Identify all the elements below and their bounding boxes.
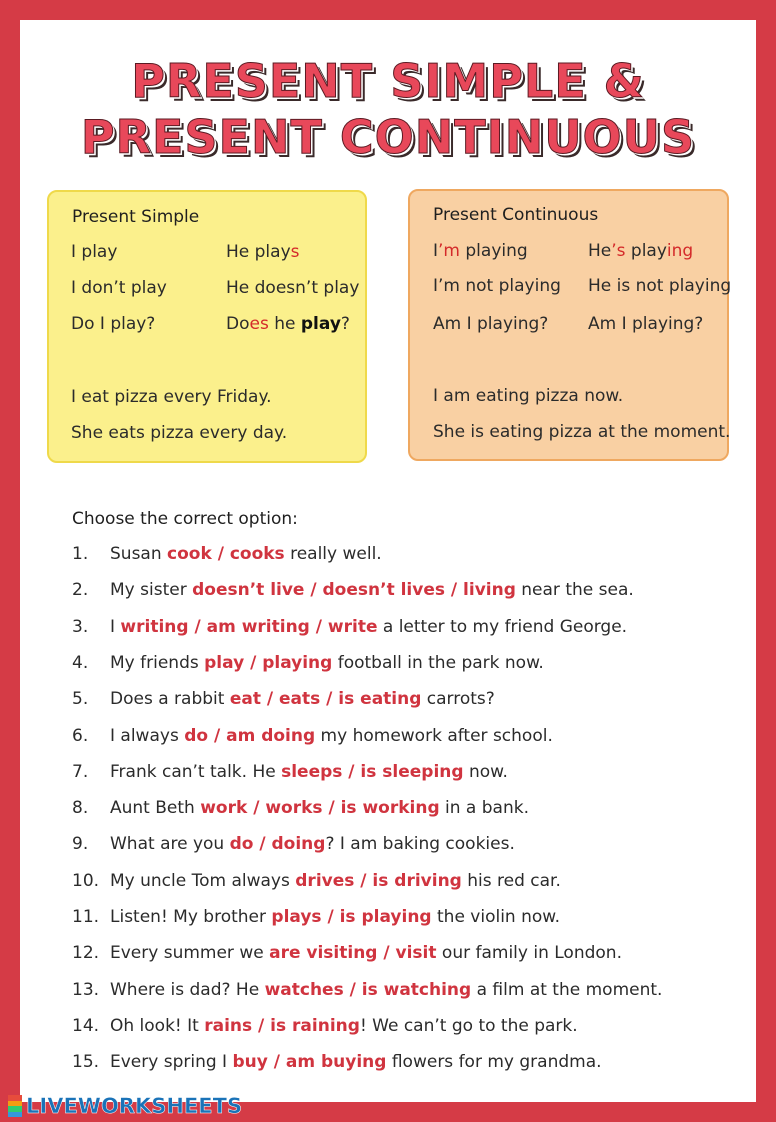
- present-continuous-form-3-subject-he: [588, 314, 703, 334]
- sentence-text: Listen! My brother: [110, 907, 272, 927]
- answer-options[interactable]: writing / am writing / write: [120, 617, 378, 637]
- answer-options[interactable]: plays / is playing: [271, 907, 432, 927]
- sentence-text: Does a rabbit: [110, 689, 230, 709]
- exercise-item-number: 15.: [72, 1052, 100, 1072]
- sentence-text: I always: [110, 726, 185, 746]
- sentence-text: My friends: [110, 653, 205, 673]
- logo-color-stripe: [8, 1112, 22, 1118]
- exercise-item: [72, 1016, 578, 1036]
- exercise-item-number: 14.: [72, 1016, 100, 1036]
- answer-options[interactable]: cook / cooks: [167, 544, 285, 564]
- exercise-item-number: 4.: [72, 653, 89, 673]
- text-segment: He: [588, 241, 612, 261]
- exercise-item: [72, 580, 634, 600]
- text-segment: playing: [459, 241, 528, 261]
- exercise-item: [72, 762, 508, 782]
- present-continuous-form-1-subject-he: [588, 241, 693, 261]
- exercise-item: [72, 617, 627, 637]
- present-simple-form-1-subject-i: [71, 242, 117, 262]
- answer-options[interactable]: eat / eats / is eating: [229, 689, 422, 709]
- sentence-text: Every summer we: [110, 943, 270, 963]
- sentence-text: My sister: [110, 580, 193, 600]
- text-segment: ing: [666, 241, 694, 261]
- answer-options[interactable]: play / playing: [204, 653, 333, 673]
- text-segment: Am I playing?: [433, 314, 549, 334]
- answer-options[interactable]: drives / is driving: [295, 871, 462, 891]
- exercise-item: [72, 653, 544, 673]
- sentence-text: in a bank.: [439, 798, 529, 818]
- present-simple-form-1-subject-he: [226, 242, 300, 262]
- text-segment: I: [433, 241, 439, 261]
- sentence-text: Susan: [110, 544, 168, 564]
- exercise-item-number: 3.: [72, 617, 89, 637]
- exercise-item-number: 8.: [72, 798, 89, 818]
- exercise-item: [72, 544, 382, 564]
- answer-options[interactable]: do / am doing: [184, 726, 316, 746]
- present-simple-example-sentence: She eats pizza every day.: [71, 423, 288, 443]
- present-continuous-example-sentence: She is eating pizza at the moment.: [433, 422, 731, 442]
- sentence-text: ? I am baking cookies.: [325, 834, 515, 854]
- exercise-item: [72, 871, 561, 891]
- sentence-text: What are you: [110, 834, 230, 854]
- sentence-text: near the sea.: [515, 580, 634, 600]
- exercise-item: [72, 726, 553, 746]
- present-continuous-form-2-subject-he: [588, 276, 731, 296]
- present-simple-form-3-subject-i: [71, 314, 155, 334]
- sentence-text: Every spring I: [110, 1052, 233, 1072]
- present-continuous-form-2-subject-i: [433, 276, 561, 296]
- exercise-item: [72, 907, 560, 927]
- sentence-text: now.: [463, 762, 508, 782]
- exercise-item-number: 1.: [72, 544, 89, 564]
- sentence-text: really well.: [284, 544, 382, 564]
- answer-options[interactable]: rains / is raining: [204, 1016, 360, 1036]
- sentence-text: our family in London.: [436, 943, 622, 963]
- exercise-item: [72, 1052, 602, 1072]
- exercise-item: [72, 798, 529, 818]
- text-segment: He play: [226, 242, 291, 262]
- text-segment: ?: [340, 314, 350, 334]
- exercise-item-number: 9.: [72, 834, 89, 854]
- title-line-1: PRESENT SIMPLE &: [131, 54, 645, 108]
- text-segment: play: [625, 241, 667, 261]
- text-segment: he: [268, 314, 301, 334]
- text-segment: Do I play?: [71, 314, 156, 334]
- sentence-text: carrots?: [421, 689, 495, 709]
- exercise-item-number: 6.: [72, 726, 89, 746]
- text-segment: ’m: [438, 241, 460, 261]
- sentence-text: his red car.: [461, 871, 561, 891]
- sentence-text: My uncle Tom always: [110, 871, 296, 891]
- present-continuous-heading: Present Continuous: [433, 205, 599, 225]
- sentence-text: I: [110, 617, 121, 637]
- exercise-item-number: 10.: [72, 871, 100, 891]
- present-continuous-form-1-subject-i: [433, 241, 528, 261]
- exercise-item-number: 12.: [72, 943, 100, 963]
- text-segment: I’m not playing: [433, 276, 561, 296]
- sentence-text: Oh look! It: [110, 1016, 205, 1036]
- answer-options[interactable]: watches / is watching: [264, 980, 472, 1000]
- text-segment: s: [290, 242, 300, 262]
- text-segment: I play: [71, 242, 118, 262]
- answer-options[interactable]: doesn’t live / doesn’t lives / living: [192, 580, 516, 600]
- text-segment: Do: [226, 314, 250, 334]
- exercise-item-number: 13.: [72, 980, 100, 1000]
- exercise-item: [72, 980, 662, 1000]
- present-simple-example-sentence: I eat pizza every Friday.: [71, 387, 272, 407]
- exercise-item-number: 2.: [72, 580, 89, 600]
- answer-options[interactable]: sleeps / is sleeping: [281, 762, 464, 782]
- sentence-text: the violin now.: [431, 907, 561, 927]
- text-segment: es: [249, 314, 269, 334]
- sentence-text: my homework after school.: [315, 726, 553, 746]
- title-line-2: PRESENT CONTINUOUS: [80, 110, 696, 164]
- sentence-text: ! We can’t go to the park.: [359, 1016, 578, 1036]
- present-simple-heading: Present Simple: [72, 207, 200, 227]
- sentence-text: Where is dad? He: [110, 980, 265, 1000]
- answer-options[interactable]: are visiting / visit: [269, 943, 437, 963]
- exercise-instruction: Choose the correct option:: [72, 509, 298, 529]
- sentence-text: a film at the moment.: [471, 980, 663, 1000]
- text-segment: play: [300, 314, 341, 334]
- sentence-text: football in the park now.: [332, 653, 544, 673]
- answer-options[interactable]: work / works / is working: [200, 798, 440, 818]
- exercise-item-number: 11.: [72, 907, 100, 927]
- sentence-text: Frank can’t talk. He: [110, 762, 282, 782]
- liveworksheets-logo: [8, 1094, 242, 1118]
- exercise-item: [72, 943, 622, 963]
- present-simple-form-2-subject-i: [71, 278, 167, 298]
- present-continuous-example-sentence: I am eating pizza now.: [433, 386, 624, 406]
- exercise-item: [72, 834, 515, 854]
- exercise-item-number: 5.: [72, 689, 89, 709]
- sentence-text: flowers for my grandma.: [386, 1052, 602, 1072]
- answer-options[interactable]: buy / am buying: [232, 1052, 387, 1072]
- text-segment: He is not playing: [588, 276, 732, 296]
- answer-options[interactable]: do / doing: [229, 834, 326, 854]
- present-simple-form-3-subject-he: [226, 314, 350, 334]
- exercise-item: [72, 689, 495, 709]
- present-simple-form-2-subject-he: [226, 278, 359, 298]
- sentence-text: Aunt Beth: [110, 798, 201, 818]
- text-segment: ’s: [611, 241, 626, 261]
- text-segment: I don’t play: [71, 278, 167, 298]
- liveworksheets-logo-mark-icon: [8, 1095, 22, 1117]
- present-continuous-form-3-subject-i: [433, 314, 548, 334]
- liveworksheets-logo-text: LIVEWORKSHEETS: [26, 1094, 243, 1118]
- sentence-text: a letter to my friend George.: [377, 617, 628, 637]
- exercise-item-number: 7.: [72, 762, 89, 782]
- text-segment: He doesn’t play: [226, 278, 360, 298]
- text-segment: Am I playing?: [588, 314, 704, 334]
